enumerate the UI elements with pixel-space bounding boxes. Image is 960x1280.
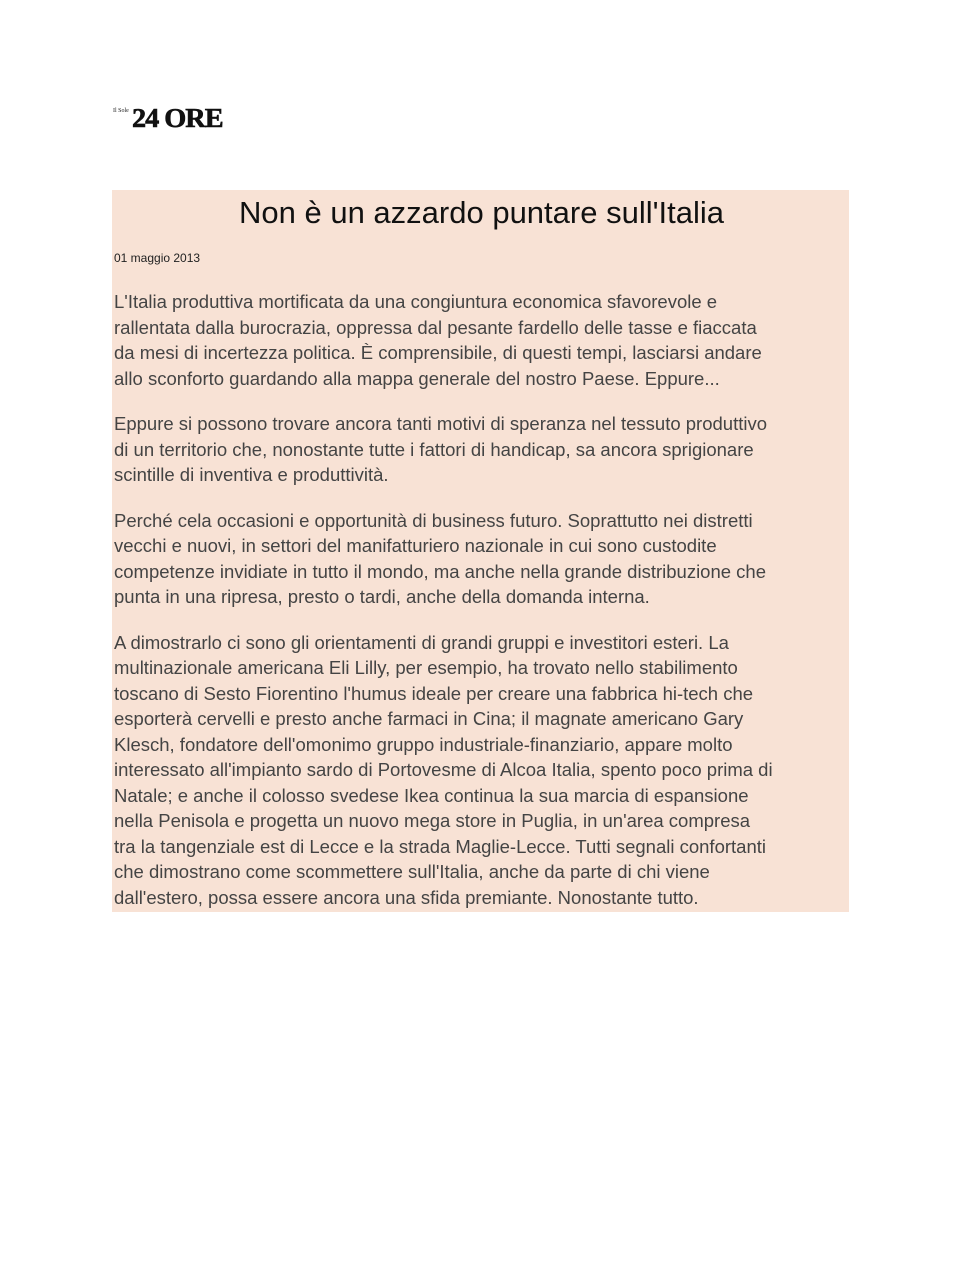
paragraph-line: vecchi e nuovi, in settori del manifatturiero nazionale in cui sono custodite xyxy=(114,535,717,556)
paragraph-line: esporterà cervelli e presto anche farmaci in Cina; il magnate americano Gary xyxy=(114,708,744,729)
paragraph-line: nella Penisola e progetta un nuovo mega store in Puglia, in un'area compresa xyxy=(114,810,751,831)
paragraph-line: interessato all'impianto sardo di Portovesme di Alcoa Italia, spento poco prima di xyxy=(114,759,773,780)
paragraph-line: competenze invidiate in tutto il mondo, ma anche nella grande distribuzione che xyxy=(114,560,767,582)
article-paragraph xyxy=(114,411,849,488)
paragraph-line: Perché cela occasioni e opportunità di business futuro. Soprattutto nei distretti xyxy=(114,509,753,531)
paragraph-line: Eppure si possono trovare ancora tanti motivi di speranza nel tessuto produttivo xyxy=(114,413,768,434)
logo-prefix: Il Sole xyxy=(113,108,129,114)
article-paragraph xyxy=(114,289,849,391)
paragraph-line: punta in una ripresa, presto o tardi, anche della domanda interna. xyxy=(114,586,650,607)
paragraph-line: scintille di inventiva e produttività. xyxy=(114,464,389,485)
paragraph-line: che dimostrano come scommettere sull'Italia, anche da parte di chi viene xyxy=(114,861,710,882)
paragraph-line: di un territorio che, nonostante tutte i fattori di handicap, sa ancora sprigionare xyxy=(114,438,754,460)
paragraph-line: rallentata dalla burocrazia, oppressa dal pesante fardello delle tasse e fiaccata xyxy=(114,316,757,338)
newspaper-logo xyxy=(113,103,223,136)
logo-name: 24 ORE xyxy=(131,103,223,133)
paragraph-line: Natale; e anche il colosso svedese Ikea continua la sua marcia di espansione xyxy=(114,784,749,806)
article-paragraph xyxy=(114,630,849,911)
article-date: 01 maggio 2013 xyxy=(114,251,201,265)
article-title: Non è un azzardo puntare sull'Italia xyxy=(239,195,724,230)
article-box xyxy=(112,190,849,912)
paragraph-line: da mesi di incertezza politica. È comprensibile, di questi tempi, lasciarsi andare xyxy=(114,342,762,363)
paragraph-line: tra la tangenziale est di Lecce e la strada Maglie-Lecce. Tutti segnali confortanti xyxy=(114,835,766,857)
paragraph-line: allo sconforto guardando alla mappa generale del nostro Paese. Eppure... xyxy=(114,367,720,389)
paragraph-line: multinazionale americana Eli Lilly, per esempio, ha trovato nello stabilimento xyxy=(114,657,738,678)
article-paragraph xyxy=(114,508,849,610)
paragraph-line: A dimostrarlo ci sono gli orientamenti di grandi gruppi e investitori esteri. La xyxy=(114,631,729,653)
paragraph-line: Klesch, fondatore dell'omonimo gruppo industriale-finanziario, appare molto xyxy=(114,733,733,755)
paragraph-line: L'Italia produttiva mortificata da una congiuntura economica sfavorevole e xyxy=(114,291,718,312)
paragraph-line: toscano di Sesto Fiorentino l'humus ideale per creare una fabbrica hi-tech che xyxy=(114,682,754,704)
paragraph-line: dall'estero, possa essere ancora una sfida premiante. Nonostante tutto. xyxy=(114,886,699,908)
